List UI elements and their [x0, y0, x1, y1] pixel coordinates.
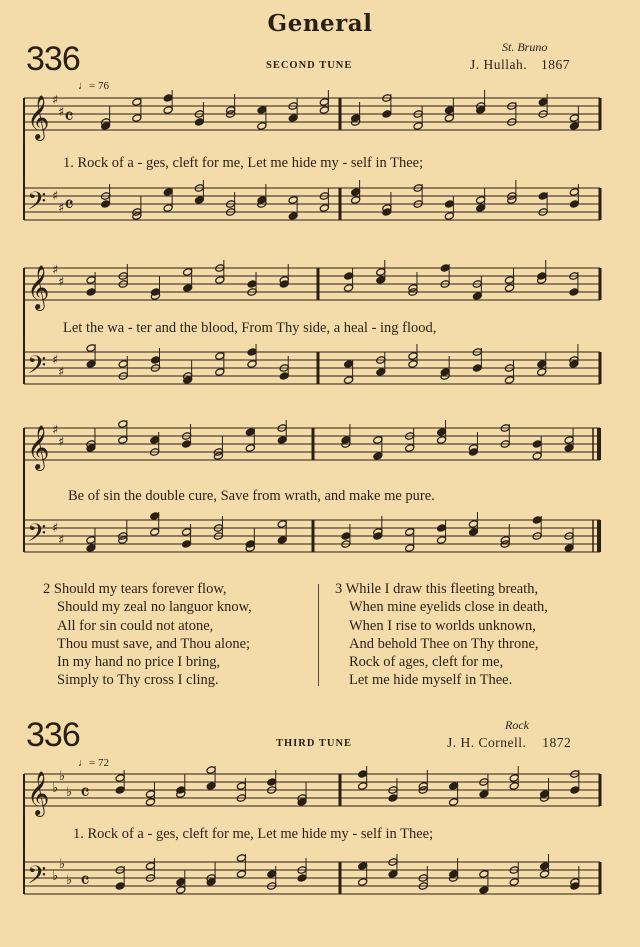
composer-year: 1872 — [542, 735, 572, 750]
verse-number: 3 — [335, 581, 343, 597]
flat-icon: ♭ — [59, 857, 66, 872]
sharp-icon: ♯ — [58, 365, 65, 380]
flat-icon: ♭ — [59, 769, 66, 784]
sharp-icon: ♯ — [58, 105, 65, 120]
tempo-marking: ♩= 72 — [78, 757, 109, 769]
lyric-line-2: Let the wa - ter and the blood, From Thy side, a heal - ing flood, — [63, 320, 437, 336]
sharp-icon: ♯ — [52, 263, 59, 278]
composer-name: J. Hullah. — [470, 57, 528, 72]
composer — [447, 735, 571, 751]
composer-name: J. H. Cornell. — [447, 735, 527, 750]
verse-3: 3 While I draw this fleeting breath, When mine eyelids close in death, When I rise to worlds unknown, And behold Thee on Thy throne, Rock of ages, cleft for me, Let me hide myself in Thee. — [335, 581, 548, 689]
sharp-icon: ♯ — [58, 533, 65, 548]
verse-divider — [318, 584, 319, 686]
bass-clef-icon: 𝄢 — [27, 351, 47, 386]
treble-clef-icon: 𝄞 — [27, 265, 50, 309]
sharp-icon: ♯ — [52, 353, 59, 368]
flat-icon: ♭ — [66, 873, 73, 888]
treble-clef-icon: 𝄞 — [27, 771, 50, 815]
flat-icon: ♭ — [52, 781, 59, 796]
bass-clef-icon: 𝄢 — [27, 861, 47, 896]
sharp-icon: ♯ — [52, 423, 59, 438]
hymn-number: 336 — [26, 40, 80, 78]
verse-number: 2 — [43, 581, 51, 597]
flat-icon: ♭ — [66, 785, 73, 800]
bass-clef-icon: 𝄢 — [27, 187, 47, 222]
lyric-line-1: 1. Rock of a - ges, cleft for me, Let me hide my - self in Thee; — [73, 826, 434, 842]
common-time-icon: 𝄴 — [80, 869, 90, 894]
tune-name: Rock — [505, 718, 529, 732]
bass-clef-icon: 𝄢 — [27, 519, 47, 554]
quarter-note-icon: ♩ — [78, 757, 89, 769]
hymn-number: 336 — [26, 716, 80, 754]
tempo-marking: ♩= 76 — [78, 80, 109, 92]
tune-label: SECOND TUNE — [266, 60, 353, 71]
lyric-line-3: Be of sin the double cure, Save from wrath, and make me pure. — [68, 488, 435, 504]
common-time-icon: 𝄴 — [64, 105, 74, 130]
sharp-icon: ♯ — [58, 275, 65, 290]
quarter-note-icon: ♩ — [78, 80, 89, 92]
tune-name: St. Bruno — [502, 40, 548, 54]
common-time-icon: 𝄴 — [64, 193, 74, 218]
sharp-icon: ♯ — [52, 93, 59, 108]
sharp-icon: ♯ — [52, 189, 59, 204]
flat-icon: ♭ — [52, 869, 59, 884]
verse-2: 2 Should my tears forever flow, Should my zeal no languor know, All for sin could not atone, Thou must save, and Thou alone; In my hand no price I bring, Simply to Thy cross I cling. — [43, 581, 252, 689]
sharp-icon: ♯ — [58, 435, 65, 450]
treble-clef-icon: 𝄞 — [27, 425, 50, 469]
sharp-icon: ♯ — [52, 521, 59, 536]
composer-year: 1867 — [541, 57, 570, 72]
treble-clef-icon: 𝄞 — [27, 95, 50, 139]
page-title: General — [267, 10, 373, 37]
lyric-line-1: 1. Rock of a - ges, cleft for me, Let me hide my - self in Thee; — [63, 155, 424, 171]
treble-staff-4 — [24, 774, 600, 806]
common-time-icon: 𝄴 — [80, 781, 90, 806]
sharp-icon: ♯ — [58, 201, 65, 216]
tune-label: THIRD TUNE — [276, 738, 353, 749]
